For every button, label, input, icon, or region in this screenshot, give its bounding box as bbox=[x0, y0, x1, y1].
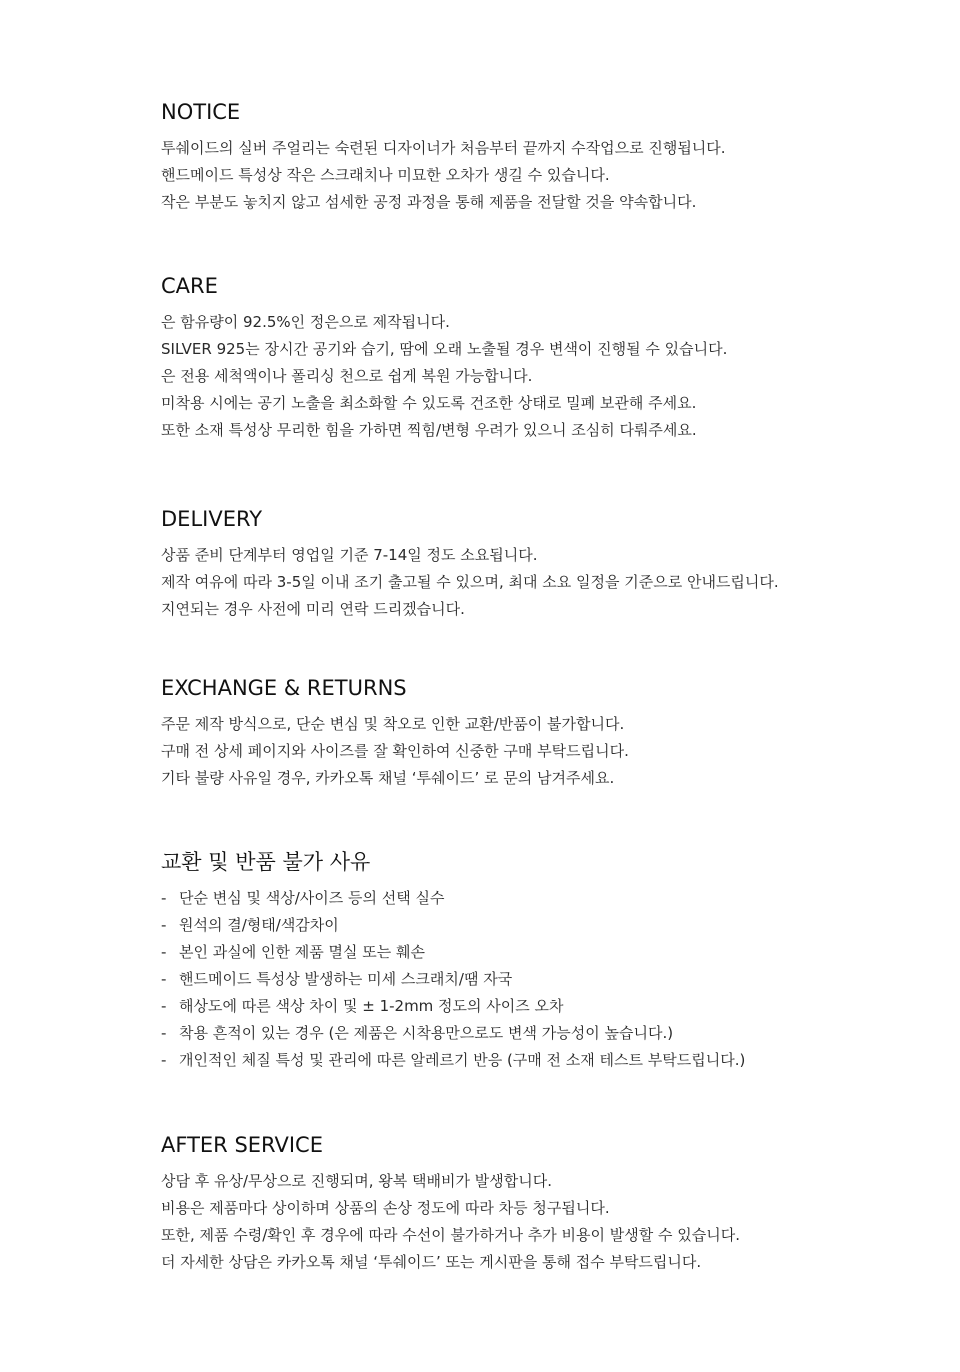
list-item bbox=[161, 966, 921, 993]
care-title: CARE bbox=[161, 274, 218, 298]
after-service-title: AFTER SERVICE bbox=[161, 1133, 323, 1157]
dash-bullet: - bbox=[161, 1051, 167, 1069]
list-item-text: 원석의 결/형태/색감차이 bbox=[179, 916, 339, 934]
exchange-line: 구매 전 상세 페이지와 사이즈를 잘 확인하여 신중한 구매 부탁드립니다. bbox=[161, 742, 629, 760]
dash-bullet: - bbox=[161, 1024, 167, 1042]
after-service-line: 더 자세한 상담은 카카오톡 채널 ‘투쉐이드’ 또는 게시판을 통해 접수 부탁드립니다. bbox=[161, 1253, 702, 1271]
dash-bullet: - bbox=[161, 889, 167, 907]
care-section bbox=[161, 273, 921, 444]
list-item bbox=[161, 939, 921, 966]
after-service-section bbox=[161, 1132, 921, 1276]
exchange-line: 기타 불량 사유일 경우, 카카오톡 채널 ‘투쉐이드’ 로 문의 남겨주세요. bbox=[161, 769, 615, 787]
notice-line: 핸드메이드 특성상 작은 스크래치나 미묘한 오차가 생길 수 있습니다. bbox=[161, 166, 610, 184]
dash-bullet: - bbox=[161, 997, 167, 1015]
after-service-line: 상담 후 유상/무상으로 진행되며, 왕복 택배비가 발생합니다. bbox=[161, 1172, 552, 1190]
exchange-returns-section bbox=[161, 675, 921, 792]
dash-bullet: - bbox=[161, 916, 167, 934]
care-line: SILVER 925는 장시간 공기와 습기, 땀에 오래 노출될 경우 변색이 진행될 수 있습니다. bbox=[161, 340, 728, 358]
care-line: 은 전용 세척액이나 폴리싱 천으로 쉽게 복원 가능합니다. bbox=[161, 367, 533, 385]
delivery-section bbox=[161, 506, 921, 623]
care-text bbox=[161, 309, 921, 444]
notice-title: NOTICE bbox=[161, 100, 241, 124]
exchange-returns-text bbox=[161, 711, 921, 792]
delivery-line: 상품 준비 단계부터 영업일 기준 7-14일 정도 소요됩니다. bbox=[161, 546, 538, 564]
list-item bbox=[161, 993, 921, 1020]
after-service-text bbox=[161, 1168, 921, 1276]
no-return-reasons-section bbox=[161, 849, 921, 1074]
no-return-reasons-title: 교환 및 반품 불가 사유 bbox=[161, 850, 371, 874]
delivery-title: DELIVERY bbox=[161, 507, 263, 531]
care-line: 또한 소재 특성상 무리한 힘을 가하면 찍힘/변형 우려가 있으니 조심히 다뤄주세요. bbox=[161, 421, 697, 439]
after-service-line: 비용은 제품마다 상이하며 상품의 손상 정도에 따라 차등 청구됩니다. bbox=[161, 1199, 610, 1217]
list-item bbox=[161, 912, 921, 939]
exchange-line: 주문 제작 방식으로, 단순 변심 및 착오로 인한 교환/반품이 불가합니다. bbox=[161, 715, 625, 733]
dash-bullet: - bbox=[161, 943, 167, 961]
exchange-returns-title: EXCHANGE & RETURNS bbox=[161, 676, 407, 700]
dash-bullet: - bbox=[161, 970, 167, 988]
delivery-line: 제작 여유에 따라 3-5일 이내 조기 출고될 수 있으며, 최대 소요 일정을 기준으로 안내드립니다. bbox=[161, 573, 779, 591]
list-item-text: 해상도에 따른 색상 차이 및 ± 1-2mm 정도의 사이즈 오차 bbox=[179, 997, 564, 1015]
notice-section bbox=[161, 99, 921, 216]
notice-line: 작은 부분도 놓치지 않고 섬세한 공정 과정을 통해 제품을 전달할 것을 약속합니다. bbox=[161, 193, 697, 211]
care-line: 미착용 시에는 공기 노출을 최소화할 수 있도록 건조한 상태로 밀폐 보관해 주세요. bbox=[161, 394, 697, 412]
delivery-text bbox=[161, 542, 921, 623]
list-item-text: 단순 변심 및 색상/사이즈 등의 선택 실수 bbox=[179, 889, 445, 907]
list-item-text: 본인 과실에 인한 제품 멸실 또는 훼손 bbox=[179, 943, 425, 961]
list-item bbox=[161, 1047, 921, 1074]
list-item-text: 개인적인 체질 특성 및 관리에 따른 알레르기 반응 (구매 전 소재 테스트 부탁드립니다.) bbox=[179, 1051, 746, 1069]
notice-line: 투쉐이드의 실버 주얼리는 숙련된 디자이너가 처음부터 끝까지 수작업으로 진행됩니다. bbox=[161, 139, 726, 157]
list-item bbox=[161, 885, 921, 912]
list-item bbox=[161, 1020, 921, 1047]
no-return-reasons-list bbox=[161, 885, 921, 1074]
after-service-line: 또한, 제품 수령/확인 후 경우에 따라 수선이 불가하거나 추가 비용이 발생할 수 있습니다. bbox=[161, 1226, 740, 1244]
list-item-text: 착용 흔적이 있는 경우 (은 제품은 시착용만으로도 변색 가능성이 높습니다.) bbox=[179, 1024, 674, 1042]
notice-text bbox=[161, 135, 921, 216]
list-item-text: 핸드메이드 특성상 발생하는 미세 스크래치/땜 자국 bbox=[179, 970, 513, 988]
care-line: 은 함유량이 92.5%인 정은으로 제작됩니다. bbox=[161, 313, 450, 331]
delivery-line: 지연되는 경우 사전에 미리 연락 드리겠습니다. bbox=[161, 600, 465, 618]
